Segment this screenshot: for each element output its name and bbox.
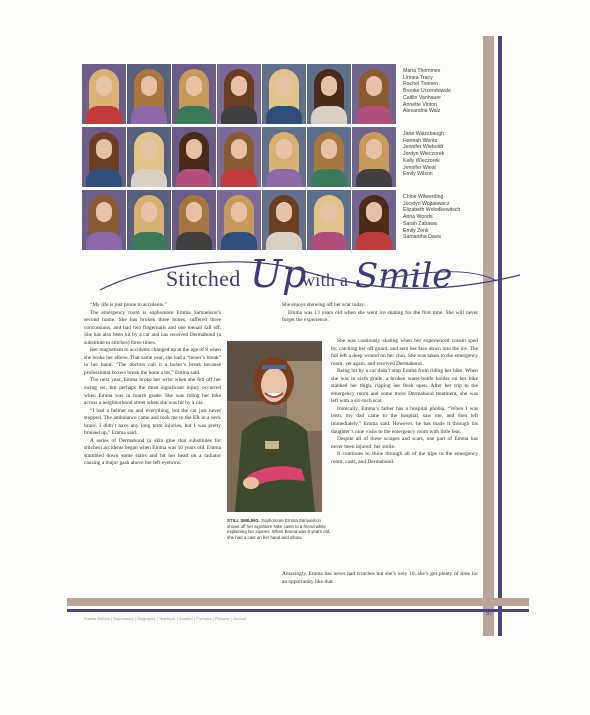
paragraph: Ironically, Emma’s father has a hospital phobia. “When I was born, my dad came to the hospital, saw me, and then left immediately,” Emma said. However, he has made it through his daughter’s nine visits to the emergency room with little fear.	[331, 405, 478, 435]
article-column-right	[331, 338, 478, 466]
paragraph: It continues to shine through all of the trips to the emergency room, casts, and Dermabond.	[331, 451, 478, 465]
student-name: Emily Wilson	[403, 171, 433, 178]
horizontal-tan-bar	[67, 598, 529, 606]
paragraph: Amazingly, Emma has never had crutches but she’s only 16; she’s got plenty of time for an opportunity like that.	[282, 571, 478, 585]
student-name: Rachel Treinen	[403, 81, 438, 88]
paragraph: She was cautiously skating when her experienced cousin sped by, catching her off guard, and sent her face down into the ice. The fall left a deep wound on her chin. She was taken to the emergency room, yet again, and received Dermabond.	[331, 338, 478, 367]
vertical-purple-bar	[498, 36, 502, 636]
paragraph: Being hit by a car didn’t stop Emma from riding her bike. When she was in sixth grade, a broken water-bottle holder on her bike stabbed her thigh, ripping her flesh open. After her trip to the emergency room and some more Dermabond treatment, she was left with a six-inch scar.	[331, 368, 478, 405]
paragraph: The next year, Emma broke her wrist when she fell off her swing set, but perhaps the most significant injury occurred when Emma was in fourth grade. She was riding her bike across a neighborhood street when she was hit by a car.	[84, 377, 221, 407]
student-portrait	[217, 127, 261, 187]
name-list-row-3	[403, 194, 460, 241]
footer-index: Sisters Edition | Sophomore | Biography | Yearbook | Student | Portraits | Pictures | Journal	[84, 617, 247, 621]
article-top-span	[282, 302, 478, 325]
student-name: Emily Zenk	[403, 227, 429, 234]
student-name: Jennifer Wieboldt	[403, 144, 444, 151]
feature-photo	[227, 341, 322, 512]
student-name: Hannah Wentz	[403, 137, 438, 144]
paragraph: She enjoys showing off her scar today.	[282, 302, 366, 308]
paragraph: Her magnetism to accidents changed up at the age of 8 when she broke her elbow. That same year, she had a “boxer’s break” in her hand. “The doctors call it a boxer’s break because professional boxers break the bone a lot,” Emma said.	[84, 347, 221, 376]
paragraph: “I had a helmet on and everything, but the car just never stopped. The ambulance came and took me to the ER in a neck brace. I didn’t have any long term injuries, but I was pretty bruised up,” Emma said.	[84, 407, 221, 437]
horizontal-purple-bar	[67, 609, 529, 612]
name-list-row-1	[403, 68, 451, 115]
student-name: Caitlin Vanhauer	[403, 94, 441, 101]
student-name: Jordyn Wieczorek	[403, 151, 445, 158]
paragraph: The emergency room is sophomore Emma Samuelson’s second home. She has broken three bones, suffered three concussions, and had two fingernails and one toenail fall off. She has also been hit by a car and has received Dermabond (a substitute to stitches) three times.	[84, 309, 221, 346]
article-column-left	[84, 302, 221, 468]
page-number: 57	[486, 611, 493, 617]
student-name: Alexandria Walz	[403, 108, 441, 115]
student-portrait	[172, 127, 216, 187]
student-portrait	[127, 64, 171, 124]
caption-lead: STILL SMILING.	[227, 518, 260, 523]
student-portrait	[217, 64, 261, 124]
student-name: Jocelyn Wojtalewicz	[403, 200, 450, 207]
student-name: Linnea Tracy	[403, 74, 433, 81]
student-portrait	[82, 127, 126, 187]
paragraph: Emma was 13 years old when she went ice skating for the first time. She will never forget the experience.	[282, 309, 478, 324]
title-word-with-a: with a	[302, 270, 349, 290]
student-portrait	[172, 64, 216, 124]
student-name: Elizabeth Wolodkewitsch	[403, 207, 461, 214]
paragraph: A series of Dermabond (a skin glue that substitutes for stitches) accidents began when Emma was 10 years old. Emma stumbled down some stairs and hit her head on a radiator causing a major gash above her left eyebrow.	[84, 437, 221, 467]
student-portrait	[262, 64, 306, 124]
vertical-tan-bar	[483, 36, 494, 636]
student-name: Samantha Davis	[403, 234, 442, 241]
student-name: Kelly Wieczorek	[403, 157, 440, 164]
student-name: Chloe Wilwerding	[403, 194, 444, 200]
student-portrait	[82, 64, 126, 124]
student-name: Anna Woods	[403, 214, 433, 221]
paragraph: Despite all of these scrapes and scars, one part of Emma has never been injured: her smile.	[331, 436, 478, 450]
student-name: Jane Walzsbaugh	[403, 131, 445, 137]
student-portrait	[352, 127, 396, 187]
student-name: Sarah Zabawa	[403, 220, 437, 227]
portrait-grid	[82, 64, 392, 250]
student-name: Maria Thommes	[403, 68, 441, 74]
title-script-smile: Smile	[355, 256, 453, 296]
title-word-stitched: Stitched	[166, 266, 241, 291]
student-name: Annette Vinton	[403, 101, 437, 108]
title-script-up: Up	[250, 252, 307, 296]
student-portrait	[307, 127, 351, 187]
student-name: Jennifer Wiest	[403, 164, 436, 171]
student-photo-illustration	[227, 341, 322, 512]
student-portrait	[127, 127, 171, 187]
student-name: Brooke Urzendowski	[403, 88, 451, 95]
student-portrait	[352, 64, 396, 124]
student-portrait	[262, 127, 306, 187]
article-bottom-span	[282, 571, 478, 586]
caption-text: Sophomore Emma Samuelson shows off her signature Nike casts to a friend while explaining her injuries. When Emma was 8 years old, she had a cast on her hand and elbow.	[227, 518, 331, 540]
name-list-row-2	[403, 131, 444, 178]
photo-caption	[227, 518, 331, 540]
student-portrait	[307, 64, 351, 124]
paragraph: “My life is just prone to accidents.”	[90, 302, 167, 308]
